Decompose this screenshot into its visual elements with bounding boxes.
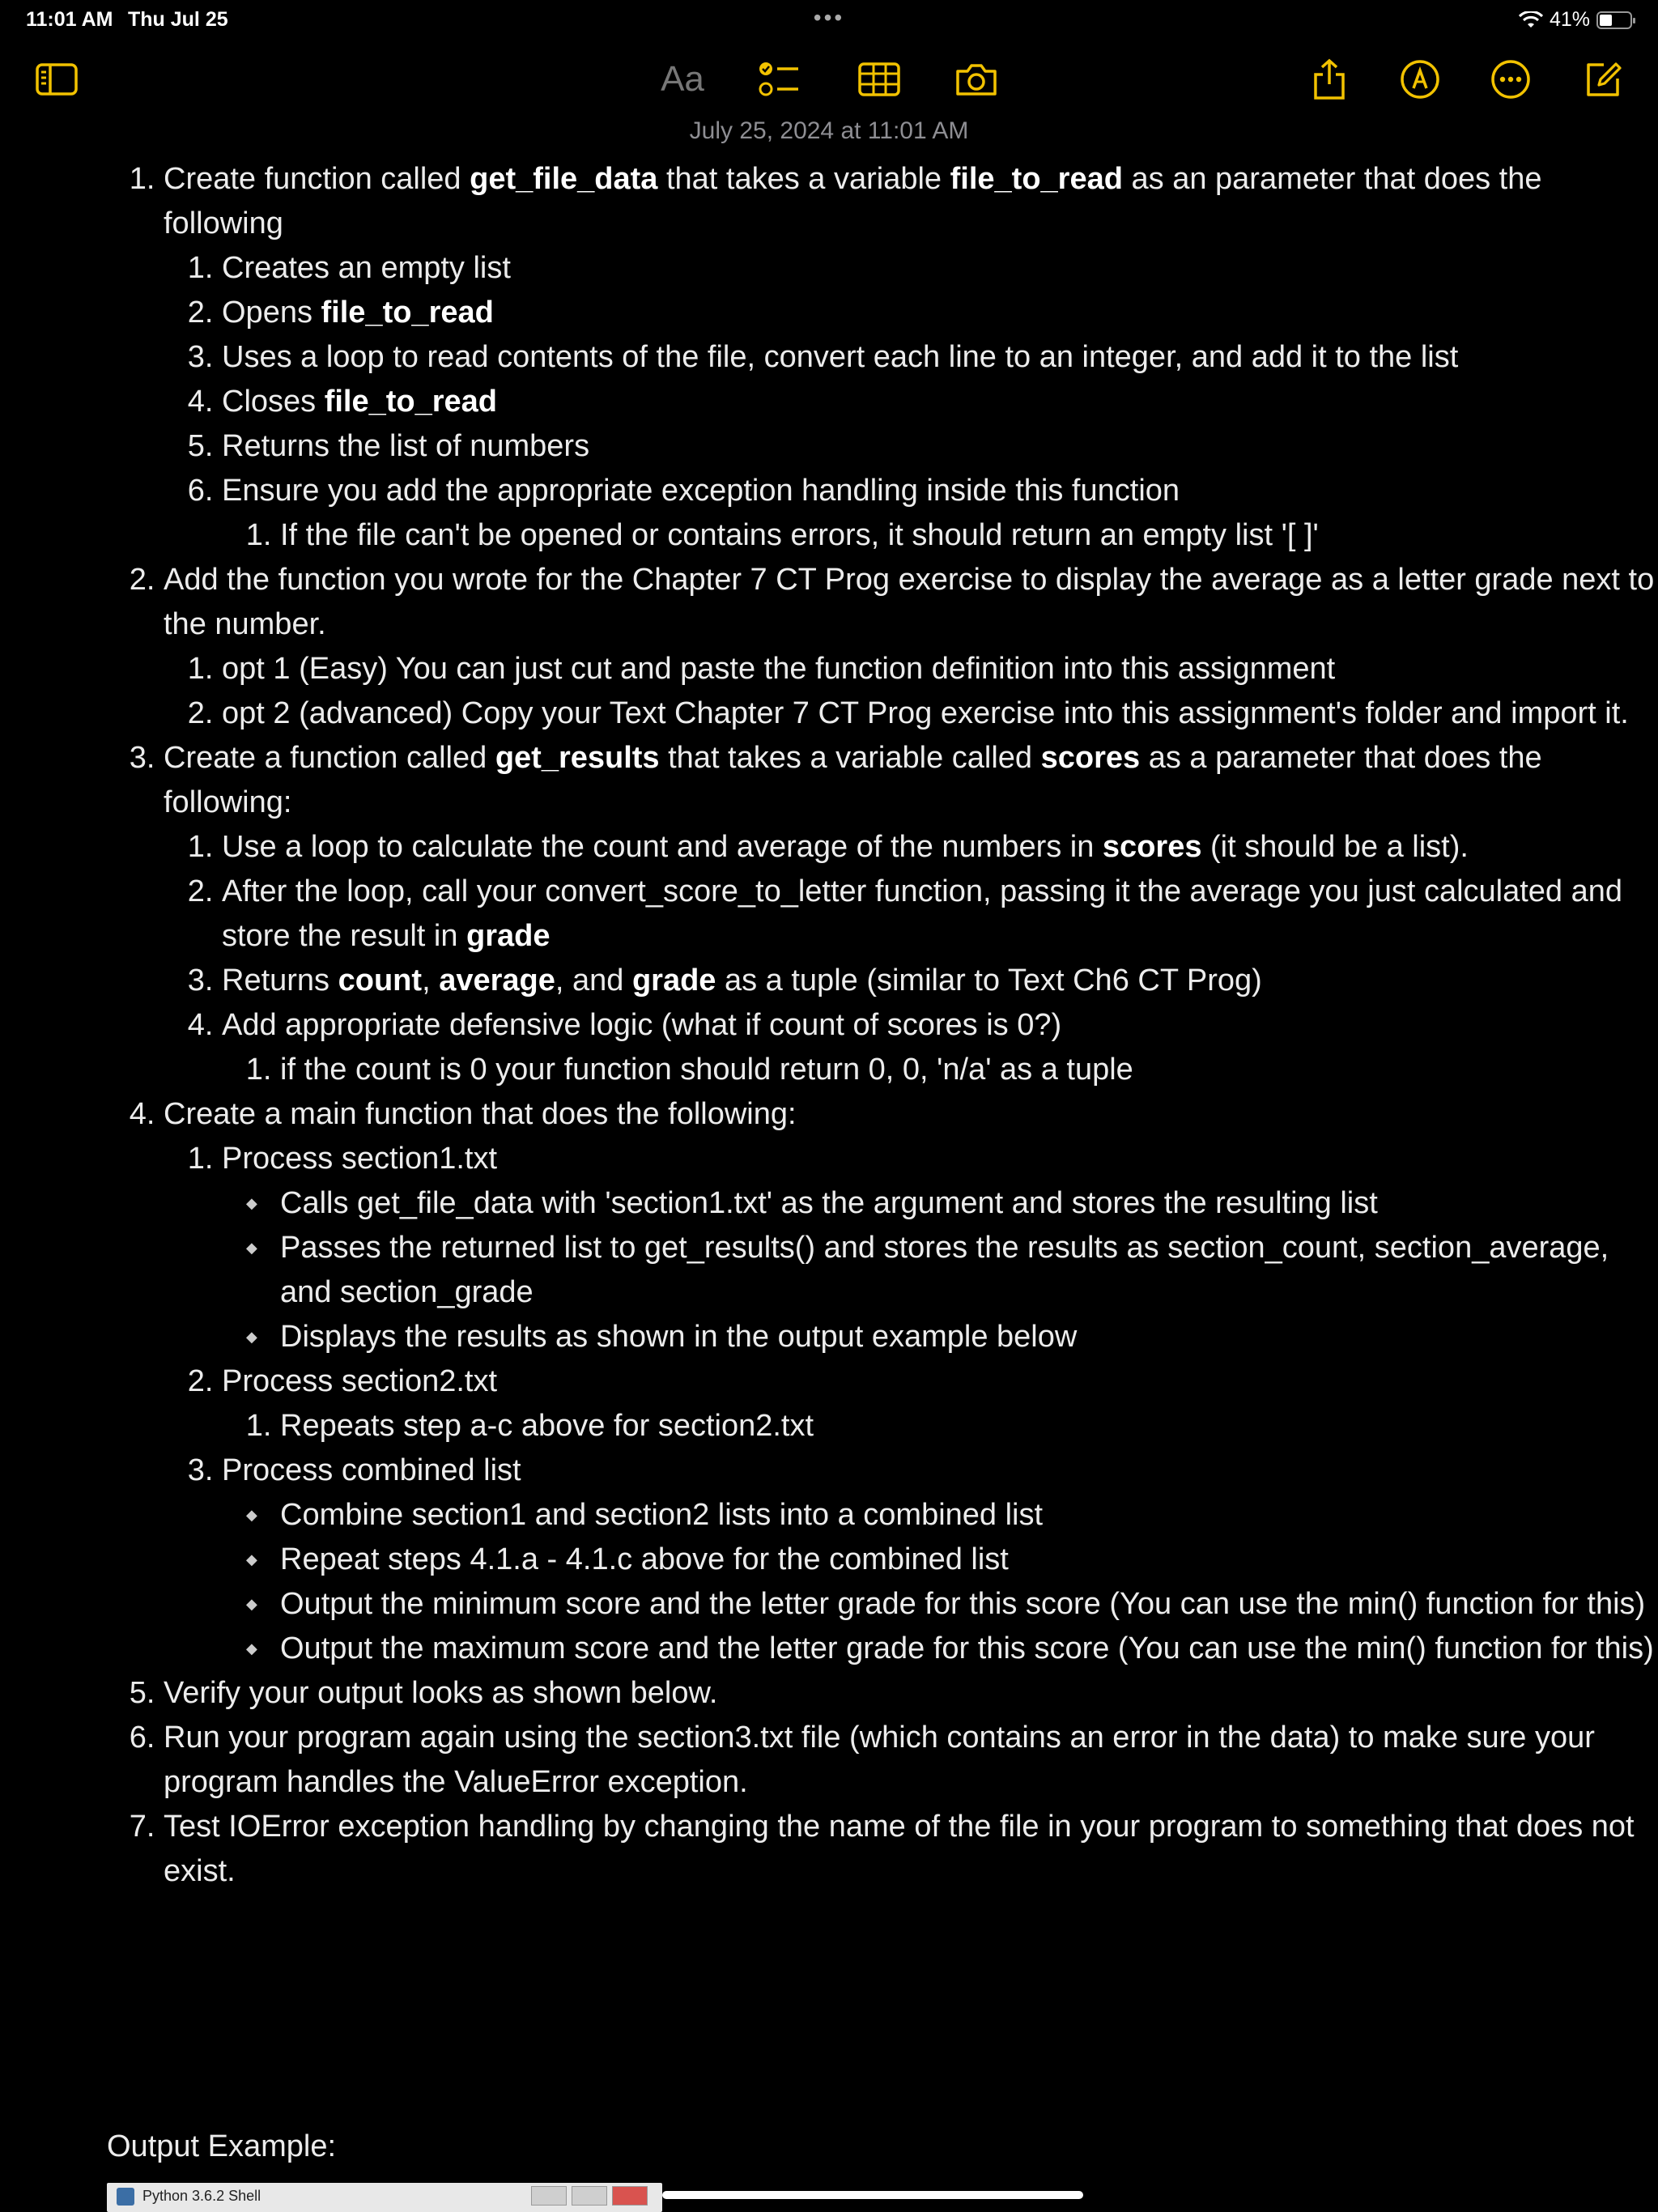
bold-term: scores (1040, 741, 1141, 775)
bullet-item: ◆ Output the maximum score and the letter grade for this score (You can use the min() function for this) (280, 1627, 1658, 1671)
list-item: 7. Test IOError exception handling by changing the name of the file in your program to something that does not exist. (164, 1805, 1658, 1894)
list-item: 3. Process combined list ◆ Combine section1 and section2 lists into a combined list ◆ Repeat steps 4.1.a - 4.1.c above for the combined list ◆ Output the minimum score and the letter grade for this score (You can use the min() function for this) ◆ Output the maximum score and the letter grade for this score (You can use the min() function for this) (222, 1448, 1658, 1671)
list-item: 1. Process section1.txt ◆ Calls get_file_data with 'section1.txt' as the argument and stores the resulting list ◆ Passes the returned list to get_results() and stores the results as section_count, section_average, and section_grade ◆ Displays the results as shown in the output example below (222, 1137, 1658, 1359)
note-date: July 25, 2024 at 11:01 AM (689, 117, 969, 144)
bullet-item: ◆ Calls get_file_data with 'section1.txt' as the argument and stores the resulting list (280, 1181, 1658, 1226)
numbered-list (164, 246, 1658, 558)
numbered-list (164, 647, 1658, 736)
list-item: 6. Run your program again using the section3.txt file (which contains an error in the data) to make sure your program handles the ValueError exception. (164, 1716, 1658, 1805)
list-item: 3. Returns count, average, and grade as a tuple (similar to Text Ch6 CT Prog) (222, 959, 1658, 1003)
bold-term: file_to_read (324, 385, 498, 419)
list-item: 1. Repeats step a-c above for section2.txt (280, 1404, 1658, 1448)
bold-term: grade (631, 963, 716, 998)
status-bar (26, 6, 1632, 32)
list-item: 1. Use a loop to calculate the count and average of the numbers in scores (it should be a list). (222, 825, 1658, 870)
list-item: 3. Create a function called get_results that takes a variable called scores as a parameter that does the following: 1. Use a loop to calculate the count and average of the numbers in scores (it should be a list). 2. After the loop, call your convert_score_to_letter function, passing it the average you just calculated and store the result in grade 3. Returns count, average, and grade as a tuple (similar to Text Ch6 CT Prog) 4. Add appropriate defensive logic (what if count of scores is 0?) 1. if the count is 0 your function should return 0, 0, 'n/a' as a tuple (164, 736, 1658, 1092)
list-item: 2. Opens file_to_read (222, 291, 1658, 335)
numbered-list (222, 513, 1658, 558)
multitask-dots[interactable]: ••• (813, 5, 845, 30)
battery-icon (1596, 11, 1632, 29)
home-indicator[interactable] (662, 2191, 1083, 2199)
window-buttons (531, 2186, 661, 2206)
list-item: 1. opt 1 (Easy) You can just cut and paste the function definition into this assignment (222, 647, 1658, 691)
markup-icon[interactable] (1397, 55, 1443, 104)
status-right (1519, 8, 1632, 32)
bullet-item: ◆ Displays the results as shown in the output example below (280, 1315, 1658, 1359)
bold-term: average (439, 963, 555, 998)
compose-icon[interactable] (1580, 55, 1626, 104)
list-item: 1. if the count is 0 your function should return 0, 0, 'n/a' as a tuple (280, 1048, 1658, 1092)
list-item: 2. Process section2.txt 1. Repeats step a-c above for section2.txt (222, 1359, 1658, 1448)
bold-term: file_to_read (950, 162, 1123, 196)
table-icon[interactable] (857, 55, 902, 104)
numbered-list (164, 1137, 1658, 1671)
list-item: 5. Verify your output looks as shown below. (164, 1671, 1658, 1716)
more-icon[interactable] (1488, 55, 1533, 104)
list-item: 4. Create a main function that does the following: 1. Process section1.txt ◆ Calls get_file_data with 'section1.txt' as the argument and stores the resulting list ◆ Passes the returned list to get_results() and stores the results as section_count, section_average, and section_grade ◆ Displays the results as shown in the output example below 2. Process section2.txt 1. Repeats step a-c above for section2.txt 3. Process combined list ◆ Combine section1 and section2 lists into a combined list ◆ Repeat steps 4.1.a - 4.1.c above for the combined list ◆ Output the minimum score and the letter grade for this score (You can use the min() function for this) ◆ Output the maximum score and the letter grade for this score (You can use the min() function for this) (164, 1092, 1658, 1671)
embedded-window-title: Python 3.6.2 Shell (142, 2188, 261, 2204)
bold-term: get_file_data (470, 162, 658, 196)
toolbar (0, 55, 1658, 104)
battery-percent: 41% (1549, 8, 1590, 31)
list-item: 5. Returns the list of numbers (222, 424, 1658, 469)
list-item: 1. Creates an empty list (222, 246, 1658, 291)
numbered-list (164, 825, 1658, 1092)
list-item: 2. Add the function you wrote for the Chapter 7 CT Prog exercise to display the average as a letter grade next to the number. 1. opt 1 (Easy) You can just cut and paste the function definition into this assignment 2. opt 2 (advanced) Copy your Text Chapter 7 CT Prog exercise into this assignment's folder and import it. (164, 558, 1658, 736)
bullet-item: ◆ Output the minimum score and the letter grade for this score (You can use the min() function for this) (280, 1582, 1658, 1627)
bullet-item: ◆ Combine section1 and section2 lists into a combined list (280, 1493, 1658, 1538)
list-item: 2. After the loop, call your convert_score_to_letter function, passing it the average you just calculated and store the result in grade (222, 870, 1658, 959)
bold-term: scores (1102, 830, 1202, 864)
python-icon (117, 2188, 134, 2206)
list-item: 4. Add appropriate defensive logic (what if count of scores is 0?) 1. if the count is 0 your function should return 0, 0, 'n/a' as a tuple (222, 1003, 1658, 1092)
bold-term: grade (466, 919, 551, 953)
status-date: Thu Jul 25 (128, 8, 228, 31)
sidebar-icon[interactable] (34, 55, 79, 104)
list-item: 1. If the file can't be opened or contains errors, it should return an empty list '[ ]' (280, 513, 1658, 558)
bullet-list (222, 1493, 1658, 1671)
status-time: 11:01 AM (26, 8, 113, 31)
camera-icon[interactable] (954, 55, 999, 104)
list-item: 6. Ensure you add the appropriate exception handling inside this function 1. If the file can't be opened or contains errors, it should return an empty list '[ ]' (222, 469, 1658, 558)
list-item: 1. Create function called get_file_data that takes a variable file_to_read as an parameter that does the following 1. Creates an empty list 2. Opens file_to_read 3. Uses a loop to read contents of the file, convert each line to an integer, and add it to the list 4. Closes file_to_read 5. Returns the list of numbers 6. Ensure you add the appropriate exception handling inside this function 1. If the file can't be opened or contains errors, it should return an empty list '[ ]' (164, 157, 1658, 558)
output-example-label: Output Example: (107, 2129, 337, 2163)
numbered-list (0, 157, 1658, 1894)
format-button[interactable]: Aa (661, 59, 704, 99)
list-item: 2. opt 2 (advanced) Copy your Text Chapter 7 CT Prog exercise into this assignment's folder and import it. (222, 691, 1658, 736)
wifi-icon (1519, 11, 1543, 29)
numbered-list (222, 1048, 1658, 1092)
bullet-list (222, 1181, 1658, 1359)
list-item: 3. Uses a loop to read contents of the file, convert each line to an integer, and add it to the list (222, 335, 1658, 380)
note-body[interactable] (0, 157, 1658, 1894)
list-item: 4. Closes file_to_read (222, 380, 1658, 424)
checklist-icon[interactable] (756, 55, 801, 104)
bullet-item: ◆ Passes the returned list to get_results() and stores the results as section_count, section_average, and section_grade (280, 1226, 1658, 1315)
bold-term: file_to_read (321, 296, 494, 330)
share-icon[interactable] (1307, 55, 1352, 104)
bullet-item: ◆ Repeat steps 4.1.a - 4.1.c above for the combined list (280, 1538, 1658, 1582)
bold-term: count (338, 963, 423, 998)
bold-term: get_results (495, 741, 660, 775)
embedded-screenshot (107, 2183, 662, 2212)
numbered-list (222, 1404, 1658, 1448)
